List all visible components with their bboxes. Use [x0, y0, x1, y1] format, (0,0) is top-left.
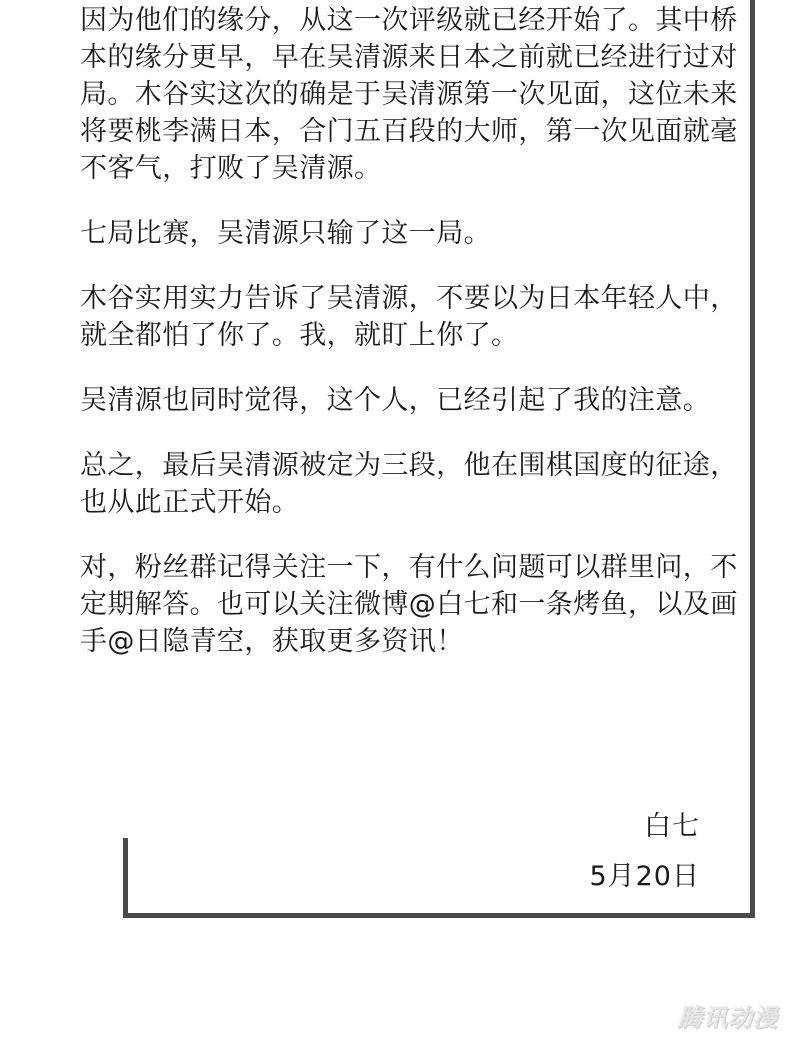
paragraph-3: 木谷实用实力告诉了吴清源，不要以为日本年轻人中，就全都怕了你了。我，就盯上你了。 — [80, 283, 738, 351]
author-signature: 白七 — [644, 811, 700, 842]
paragraph-5: 总之，最后吴清源被定为三段，他在围棋国度的征途，也从此正式开始。 — [80, 450, 738, 518]
paragraph-2: 七局比赛，吴清源只输了这一局。 — [80, 218, 491, 249]
letter-date: 5月20日 — [589, 861, 700, 892]
paragraph-1: 因为他们的缘分，从这一次评级就已经开始了。其中桥本的缘分更早，早在吴清源来日本之前就已经进行过对局。木谷实这次的确是于吴清源第一次见面，这位未来将要桃李满日本，合门五百段的大师，第一次见面就毫不客气，打败了吴清源。 — [80, 5, 738, 184]
frame-border-bottom — [123, 913, 755, 918]
letter-body — [80, 2, 740, 688]
frame-border-right — [750, 0, 755, 916]
watermark-logo: 腾讯动漫 — [678, 1004, 778, 1032]
paragraph-4: 吴清源也同时觉得，这个人，已经引起了我的注意。 — [80, 385, 711, 416]
paragraph-6: 对，粉丝群记得关注一下，有什么问题可以群里问，不定期解答。也可以关注微博@白七和一条烤鱼，以及画手@日隐青空，获取更多资讯！ — [80, 552, 738, 657]
frame-border-left — [123, 838, 128, 918]
